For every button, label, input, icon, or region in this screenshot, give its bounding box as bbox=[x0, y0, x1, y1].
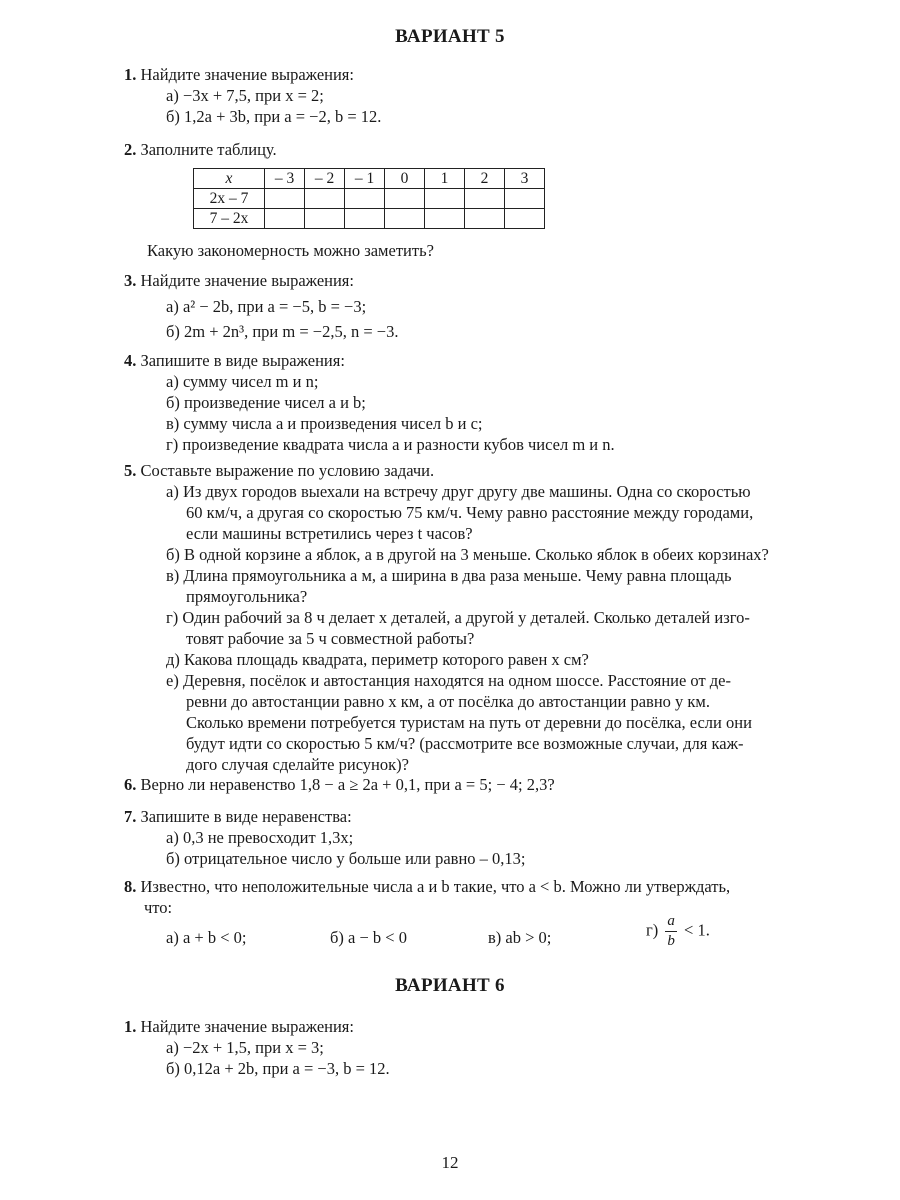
task-option-c: в) ab > 0; bbox=[488, 928, 552, 947]
task-text: Заполните таблицу. bbox=[140, 140, 277, 159]
task-text: Запишите в виде неравенства: bbox=[140, 807, 352, 826]
fraction-numerator: a bbox=[665, 914, 677, 932]
task-number: 1. bbox=[124, 1017, 137, 1036]
v6-task-1 bbox=[124, 1016, 354, 1037]
table-cell-empty bbox=[305, 189, 345, 209]
task-number: 7. bbox=[124, 807, 137, 826]
variant-5-title: ВАРИАНТ 5 bbox=[395, 26, 505, 47]
table-cell-empty bbox=[425, 209, 465, 229]
task-question: Какую закономерность можно заметить? bbox=[147, 241, 434, 260]
v5-task-3 bbox=[124, 270, 354, 291]
task-option: е) Деревня, посёлок и автостанция находятся на одном шоссе. Расстояние от де- bbox=[166, 671, 732, 690]
task-option-cont: дого случая сделайте рисунок)? bbox=[186, 755, 409, 774]
table-cell-empty bbox=[505, 209, 545, 229]
v5-task-4 bbox=[124, 350, 345, 371]
task-text: Верно ли неравенство 1,8 − a ≥ 2a + 0,1, при a = 5; − 4; 2,3? bbox=[140, 775, 555, 794]
table-cell: 2 bbox=[465, 169, 505, 189]
task-option: г) произведение квадрата числа a и разности кубов чисел m и n. bbox=[166, 435, 615, 454]
task-option-cont: товят рабочие за 5 ч совместной работы? bbox=[186, 629, 475, 648]
task-option: в) Длина прямоугольника a м, а ширина в два раза меньше. Чему равна площадь bbox=[166, 566, 732, 585]
table-row bbox=[194, 209, 545, 229]
v5-task-8 bbox=[124, 876, 730, 918]
table-cell: – 1 bbox=[345, 169, 385, 189]
table-header-row bbox=[194, 169, 545, 189]
v6-task-1-options bbox=[166, 1037, 390, 1079]
task-text: Составьте выражение по условию задачи. bbox=[140, 461, 435, 480]
fraction bbox=[665, 914, 677, 949]
task-option: д) Какова площадь квадрата, периметр которого равен x см? bbox=[166, 650, 589, 669]
task-option-b: б) 2m + 2n³, при m = −2,5, n = −3. bbox=[166, 322, 399, 341]
table-cell-empty bbox=[305, 209, 345, 229]
v5-task-7-options bbox=[166, 827, 526, 869]
task-number: 6. bbox=[124, 775, 137, 794]
task-number: 8. bbox=[124, 877, 137, 896]
fraction-denominator: b bbox=[667, 933, 675, 949]
task-option: а) сумму чисел m и n; bbox=[166, 372, 319, 391]
v5-task-2-question bbox=[147, 240, 434, 261]
table-cell: 1 bbox=[425, 169, 465, 189]
table-cell-empty bbox=[425, 189, 465, 209]
v5-task-3-options bbox=[166, 294, 398, 344]
v5-task-5-options bbox=[166, 481, 769, 775]
task-option-cont: Сколько времени потребуется туристам на путь от деревни до посёлка, если они bbox=[186, 713, 752, 732]
table-row bbox=[194, 189, 545, 209]
v5-task-1-options bbox=[166, 85, 381, 127]
task-option-b: б) отрицательное число y больше или равно – 0,13; bbox=[166, 849, 526, 868]
task-option: г) Один рабочий за 8 ч делает x деталей, а другой y деталей. Сколько деталей изго- bbox=[166, 608, 750, 627]
table-cell-empty bbox=[265, 209, 305, 229]
task-text: Найдите значение выражения: bbox=[140, 65, 354, 84]
option-letter: г) bbox=[646, 920, 659, 940]
task-option-b: б) a − b < 0 bbox=[330, 928, 407, 947]
table-cell-empty bbox=[385, 209, 425, 229]
table-cell: – 3 bbox=[265, 169, 305, 189]
task-text-cont: что: bbox=[144, 898, 173, 917]
task-option-a: а) −3x + 7,5, при x = 2; bbox=[166, 86, 324, 105]
task-number: 4. bbox=[124, 351, 137, 370]
table-cell-empty bbox=[465, 189, 505, 209]
task-option-cont: 60 км/ч, а другая со скоростью 75 км/ч. Чему равно расстояние между городами, bbox=[186, 503, 754, 522]
task-text: Найдите значение выражения: bbox=[140, 1017, 354, 1036]
variant-6-title: ВАРИАНТ 6 bbox=[395, 975, 505, 996]
table-row-label: 2x – 7 bbox=[194, 189, 265, 209]
table-cell: – 2 bbox=[305, 169, 345, 189]
task-text: Запишите в виде выражения: bbox=[140, 351, 345, 370]
table-cell-empty bbox=[345, 189, 385, 209]
task-option-b: б) 0,12a + 2b, при a = −3, b = 12. bbox=[166, 1059, 390, 1078]
v5-task-6 bbox=[124, 774, 555, 795]
task-option-cont: ревни до автостанции равно x км, а от посёлка до автостанции равно y км. bbox=[186, 692, 710, 711]
task-text: Найдите значение выражения: bbox=[140, 271, 354, 290]
v5-task-7 bbox=[124, 806, 352, 827]
v5-task-2 bbox=[124, 139, 277, 160]
table-cell-empty bbox=[505, 189, 545, 209]
v5-task-1 bbox=[124, 64, 354, 85]
task-option-cont: будут идти со скоростью 5 км/ч? (рассмотрите все возможные случаи, для каж- bbox=[186, 734, 744, 753]
task-option-a: а) a² − 2b, при a = −5, b = −3; bbox=[166, 297, 367, 316]
task-text: Известно, что неположительные числа a и b такие, что a < b. Можно ли утверждать, bbox=[140, 877, 731, 896]
v5-task-5 bbox=[124, 460, 434, 481]
task-number: 2. bbox=[124, 140, 137, 159]
task-option-cont: прямоугольника? bbox=[186, 587, 308, 606]
task-number: 5. bbox=[124, 461, 137, 480]
table-cell-empty bbox=[265, 189, 305, 209]
task-option: а) Из двух городов выехали на встречу друг другу две машины. Одна со скоростью bbox=[166, 482, 751, 501]
table-cell-empty bbox=[345, 209, 385, 229]
table-cell: 3 bbox=[505, 169, 545, 189]
task-option: б) произведение чисел a и b; bbox=[166, 393, 366, 412]
task-option: б) В одной корзине a яблок, а в другой на 3 меньше. Сколько яблок в обеих корзинах? bbox=[166, 545, 769, 564]
task-option-b: б) 1,2a + 3b, при a = −2, b = 12. bbox=[166, 107, 382, 126]
table-row-label: 7 – 2x bbox=[194, 209, 265, 229]
task-option-a: а) 0,3 не превосходит 1,3x; bbox=[166, 828, 354, 847]
task-option-a: а) −2x + 1,5, при x = 3; bbox=[166, 1038, 324, 1057]
table-cell: x bbox=[194, 169, 265, 189]
task-option-d bbox=[646, 914, 710, 949]
task-number: 3. bbox=[124, 271, 137, 290]
page-number: 12 bbox=[441, 1153, 459, 1172]
table-cell: 0 bbox=[385, 169, 425, 189]
v5-task-4-options bbox=[166, 371, 615, 455]
option-relation: < 1. bbox=[684, 920, 710, 940]
table-cell-empty bbox=[385, 189, 425, 209]
table-cell-empty bbox=[465, 209, 505, 229]
values-table bbox=[193, 168, 545, 229]
task-option-a: а) a + b < 0; bbox=[166, 928, 247, 947]
task-number: 1. bbox=[124, 65, 137, 84]
task-option: в) сумму числа a и произведения чисел b и c; bbox=[166, 414, 483, 433]
task-option-cont: если машины встретились через t часов? bbox=[186, 524, 473, 543]
